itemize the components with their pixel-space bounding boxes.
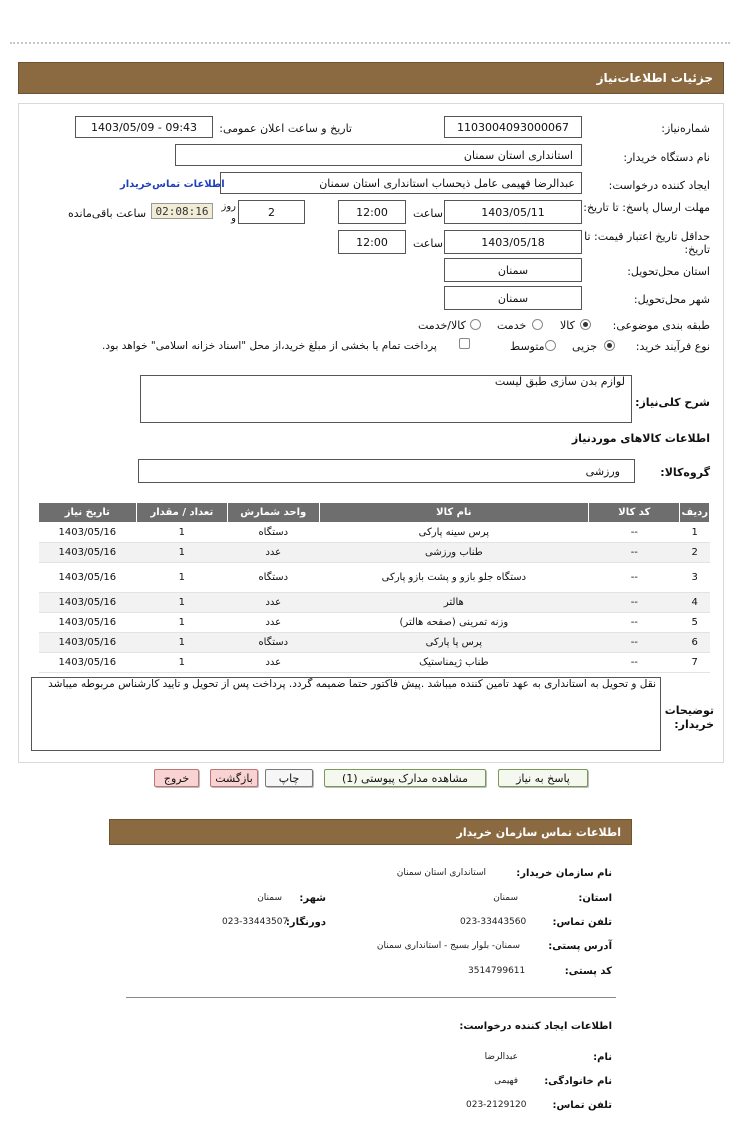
cell-unit: عدد — [228, 613, 319, 633]
cell-quantity: 1 — [136, 543, 227, 563]
price-time-label: ساعت — [413, 237, 443, 250]
cell-item-code: -- — [589, 653, 680, 673]
contact-fax-label: دورنگار: — [285, 917, 326, 928]
contact-fax: 023-33443507 — [222, 917, 289, 927]
category-radio-service[interactable] — [532, 319, 543, 330]
summary-label: شرح کلی‌نیاز: — [635, 396, 710, 409]
reply-time-label: ساعت — [413, 207, 443, 220]
remaining-label: ساعت باقی‌مانده — [68, 207, 147, 220]
price-date-field: 1403/05/18 — [444, 230, 582, 254]
cell-quantity: 1 — [136, 633, 227, 653]
cell-item-code: -- — [589, 633, 680, 653]
contact-address: سمنان- بلوار بسیج - استانداری سمنان — [376, 941, 520, 951]
days-field: 2 — [238, 200, 305, 224]
cell-unit: دستگاه — [228, 523, 319, 543]
col-row-number: ردیف — [680, 503, 710, 523]
province-field: سمنان — [444, 258, 582, 282]
cell-item-name: طناب ژیمناستیک — [319, 653, 589, 673]
creator-field: عبدالرضا فهیمی عامل ذیحساب استانداری استان سمنان — [220, 172, 582, 194]
process-option-minor: جزیی — [572, 340, 598, 353]
page-title-bar — [18, 62, 724, 94]
table-row — [39, 563, 710, 593]
exit-button[interactable]: خروج — [154, 769, 199, 787]
category-radio-both[interactable] — [470, 319, 481, 330]
process-option-medium: متوسط — [510, 340, 545, 353]
category-option-service: خدمت — [497, 319, 527, 332]
cell-item-code: -- — [589, 543, 680, 563]
creator-first-name-label: نام: — [593, 1052, 612, 1063]
cell-unit: عدد — [228, 593, 319, 613]
table-row — [39, 633, 710, 653]
category-radio-goods[interactable] — [580, 319, 591, 330]
cell-item-name: طناب ورزشی — [319, 543, 589, 563]
contact-province-label: استان: — [578, 893, 612, 904]
cell-item-name: پرس پا پارکی — [319, 633, 589, 653]
cell-row-number: 2 — [680, 543, 710, 563]
cell-item-name: وزنه تمرینی (صفحه هالتر) — [319, 613, 589, 633]
col-need-date: تاریخ نیاز — [39, 503, 137, 523]
need-number-label: شماره‌نیاز: — [661, 122, 710, 135]
contact-phone-label: تلفن تماس: — [552, 917, 612, 928]
buyer-org-field: استانداری استان سمنان — [175, 144, 582, 166]
city-label: شهر محل‌تحویل: — [633, 293, 710, 306]
col-unit: واحد شمارش — [228, 503, 319, 523]
view-attachments-button[interactable]: مشاهده مدارک پیوستی (1) — [324, 769, 486, 787]
cell-need-date: 1403/05/16 — [39, 613, 137, 633]
announce-field: 1403/05/09 - 09:43 — [75, 116, 213, 138]
contact-province: سمنان — [493, 893, 518, 903]
buyer-org-label: نام دستگاه خریدار: — [623, 151, 710, 164]
cell-item-code: -- — [589, 563, 680, 593]
cell-need-date: 1403/05/16 — [39, 633, 137, 653]
cell-row-number: 1 — [680, 523, 710, 543]
reply-to-need-button[interactable]: پاسخ به نیاز — [498, 769, 588, 787]
cell-quantity: 1 — [136, 523, 227, 543]
goods-group-field: ورزشی — [138, 459, 635, 483]
creator-phone-label: تلفن تماس: — [552, 1100, 612, 1111]
summary-field: لوازم بدن سازی طبق لیست — [140, 375, 632, 423]
cell-need-date: 1403/05/16 — [39, 653, 137, 673]
contact-city: سمنان — [257, 893, 282, 903]
province-label: استان محل‌تحویل: — [627, 265, 710, 278]
cell-row-number: 6 — [680, 633, 710, 653]
days-label: روز و — [221, 201, 236, 224]
contact-section-title: اطلاعات تماس سازمان خریدار — [456, 825, 621, 839]
announce-label: تاریخ و ساعت اعلان عمومی: — [219, 122, 352, 135]
cell-unit: عدد — [228, 543, 319, 563]
payment-note: پرداخت تمام یا بخشی از مبلغ خرید،از محل "اسناد خزانه اسلامی" خواهد بود. — [102, 340, 437, 352]
contact-postal: 3514799611 — [468, 966, 526, 976]
back-button[interactable]: بازگشت — [210, 769, 258, 787]
page-title: جزئیات اطلاعات‌نیاز — [596, 71, 713, 85]
items-table — [38, 502, 710, 673]
cell-unit: عدد — [228, 653, 319, 673]
cell-need-date: 1403/05/16 — [39, 563, 137, 593]
process-radio-medium[interactable] — [545, 340, 556, 351]
table-row — [39, 653, 710, 673]
price-validity-label: حداقل تاریخ اعتبار قیمت: تا تاریخ: — [584, 230, 710, 256]
cell-row-number: 4 — [680, 593, 710, 613]
cell-item-name: دستگاه جلو بازو و پشت بازو پارکی — [319, 563, 589, 593]
creator-last-name: فهیمی — [494, 1076, 518, 1086]
creator-info-heading: اطلاعات ایجاد کننده درخواست: — [459, 1021, 612, 1032]
process-label: نوع فرآیند خرید: — [635, 340, 710, 353]
price-time-field: 12:00 — [338, 230, 406, 254]
need-number-field: 1103004093000067 — [444, 116, 582, 138]
reply-time-field: 12:00 — [338, 200, 406, 224]
print-button[interactable]: چاپ — [265, 769, 313, 787]
table-row — [39, 523, 710, 543]
col-quantity: تعداد / مقدار — [136, 503, 227, 523]
buyer-notes-label: توضیحات خریدار: — [664, 704, 714, 731]
category-option-both: کالا/خدمت — [418, 319, 466, 332]
cell-need-date: 1403/05/16 — [39, 523, 137, 543]
contact-address-label: آدرس پستی: — [548, 941, 612, 952]
cell-row-number: 5 — [680, 613, 710, 633]
countdown-timer: 02:08:16 — [151, 203, 213, 219]
contact-phone: 023-33443560 — [460, 917, 527, 927]
cell-row-number: 7 — [680, 653, 710, 673]
category-option-goods: کالا — [560, 319, 575, 332]
reply-deadline-label: مهلت ارسال پاسخ: تا تاریخ: — [583, 201, 710, 214]
table-header-row — [39, 503, 710, 523]
creator-last-name-label: نام خانوادگی: — [544, 1076, 612, 1087]
category-label: طبقه بندی موضوعی: — [612, 319, 710, 332]
treasury-payment-checkbox[interactable] — [459, 338, 470, 349]
buyer-notes-field: نقل و تحویل به استانداری به عهد تامین کننده میباشد .پیش فاکتور حتما ضمیمه گردد. پرداخت پس از تحویل و تایید کارشناس مربوطه میباشد — [31, 677, 661, 751]
contact-city-label: شهر: — [299, 893, 326, 904]
cell-item-name: هالتر — [319, 593, 589, 613]
goods-group-label: گروه‌کالا: — [660, 466, 710, 479]
contact-postal-label: کد پستی: — [564, 966, 612, 977]
cell-item-name: پرس سینه پارکی — [319, 523, 589, 543]
cell-quantity: 1 — [136, 563, 227, 593]
contact-info-link[interactable]: اطلاعات تماس‌خریدار — [120, 179, 225, 190]
cell-need-date: 1403/05/16 — [39, 543, 137, 563]
table-row — [39, 613, 710, 633]
table-row — [39, 543, 710, 563]
cell-quantity: 1 — [136, 593, 227, 613]
creator-label: ایجاد کننده درخواست: — [608, 179, 710, 192]
reply-date-field: 1403/05/11 — [444, 200, 582, 224]
contact-divider — [126, 997, 616, 998]
table-row — [39, 593, 710, 613]
creator-phone: 023-2129120 — [466, 1100, 527, 1110]
cell-item-code: -- — [589, 593, 680, 613]
contact-section-title-bar — [109, 819, 632, 845]
cell-unit: دستگاه — [228, 563, 319, 593]
creator-first-name: عبدالرضا — [484, 1052, 518, 1062]
city-field: سمنان — [444, 286, 582, 310]
cell-row-number: 3 — [680, 563, 710, 593]
cell-item-code: -- — [589, 523, 680, 543]
goods-info-heading: اطلاعات کالاهای موردنیاز — [571, 432, 710, 445]
cell-unit: دستگاه — [228, 633, 319, 653]
contact-org: استانداری استان سمنان — [396, 868, 486, 878]
contact-org-label: نام سازمان خریدار: — [516, 868, 612, 879]
cell-need-date: 1403/05/16 — [39, 593, 137, 613]
cell-item-code: -- — [589, 613, 680, 633]
top-divider — [10, 42, 730, 44]
col-item-name: نام کالا — [319, 503, 589, 523]
col-item-code: کد کالا — [589, 503, 680, 523]
cell-quantity: 1 — [136, 653, 227, 673]
cell-quantity: 1 — [136, 613, 227, 633]
process-radio-minor[interactable] — [604, 340, 615, 351]
